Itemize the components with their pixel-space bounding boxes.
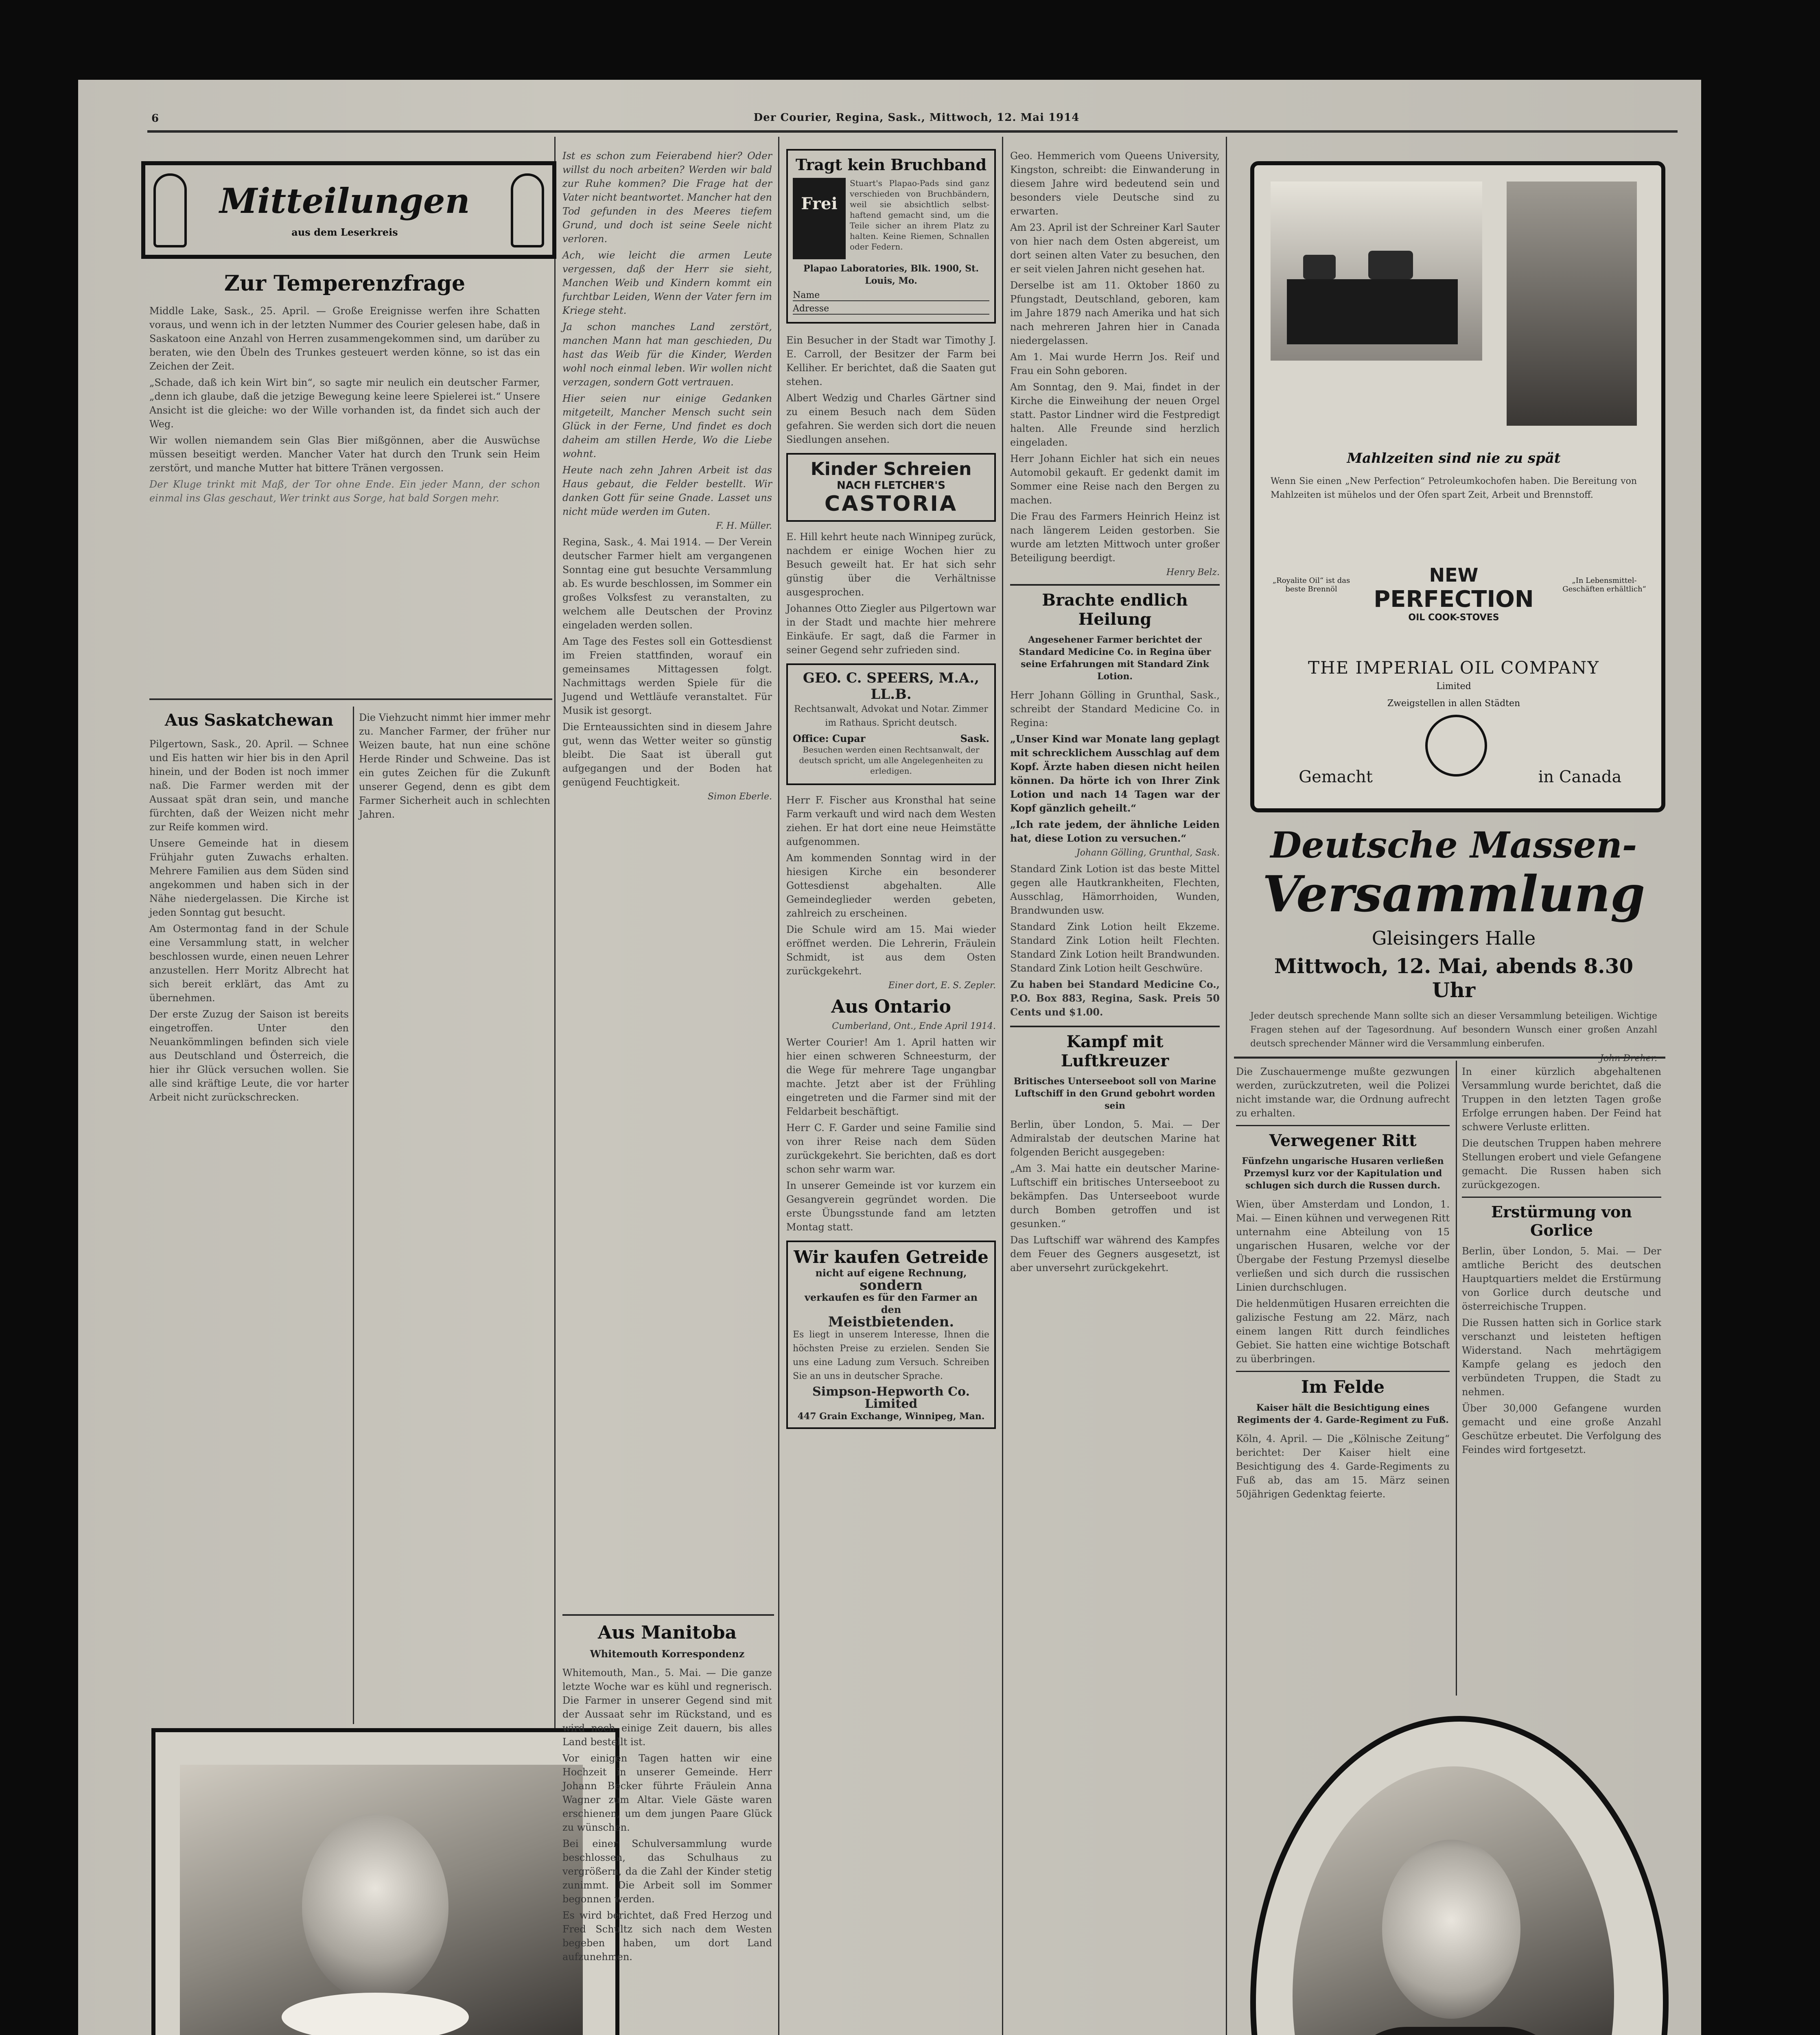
ad-company: THE IMPERIAL OIL COMPANY xyxy=(1308,658,1599,678)
ad-illustration-stove xyxy=(1271,182,1482,361)
article-title: Erstürmung von Gorlice xyxy=(1491,1203,1632,1239)
column-divider xyxy=(778,137,779,2035)
imperial-oil-logo-icon xyxy=(1425,715,1487,777)
masthead: Der Courier, Regina, Sask., Mittwoch, 12. Mai 1914 xyxy=(753,112,1080,124)
column-5a xyxy=(1236,1065,1450,1503)
article-paragraph: Whitemouth, Man., 5. Mai. — Die ganze letzte Woche war es kühl und regnerisch. Die Farmer in unserer Gegend sind mit der Aussaat sehr im Rückstand, und es wird noch einige Zeit dauern, bis alles Land bestellt ist. xyxy=(562,1667,772,1748)
signature: Henry Belz. xyxy=(1166,567,1220,578)
ad-brand-line: PERFECTION xyxy=(1374,586,1534,613)
ad-title: Tragt kein Bruchband xyxy=(795,155,987,174)
article-subtitle: Whitemouth Korrespondenz xyxy=(590,1648,745,1660)
article-paragraph: Das Luftschiff war während des Kampfes dem Feuer des Gegners ausgesetzt, ist aber unversehrt zurückgekehrt. xyxy=(1010,1234,1220,1274)
pot-icon xyxy=(1303,255,1336,279)
ad-text: Rechtsanwalt, Advokat und Notar. Zimmer im Rathaus. Spricht deutsch. xyxy=(794,704,988,728)
article-paragraph: Herr C. F. Garder und seine Familie sind von ihrer Reise nach dem Süden zurückgekehrt. Sie berichten, daß es dort schon sehr warm war. xyxy=(786,1122,996,1175)
section-banner-title: Mitteilungen xyxy=(219,181,470,221)
article-paragraph: Standard Zink Lotion heilt Ekzeme. Standard Zink Lotion heilt Flechten. Standard Zink Lotion heilt Brandwunden. Standard Zink Lotion heilt Geschwüre. xyxy=(1010,921,1220,974)
article-paragraph: „Am 3. Mai hatte ein deutscher Marine-Luftschiff ein britisches Unterseeboot zu bekämpfen. Das Unterseeboot wurde durch Bomben getroffen und ist gesunken.“ xyxy=(1010,1163,1220,1230)
ad-imperial-oil xyxy=(1250,161,1665,812)
ad-line: Meistbietenden. xyxy=(828,1314,954,1330)
portrait-body xyxy=(1341,2027,1569,2035)
article-paragraph: Middle Lake, Sask., 25. April. — Große Ereignisse werfen ihre Schatten voraus, und wenn ich in der letzten Nummer des Courier gelesen habe, daß in Saskatoon eine Anzahl von Herren zusammengekommen sind, um darüber zu beraten, wie den Übeln des Trunkes gesteuert werden könne, so ist das ein Zeichen der Zeit. xyxy=(149,305,540,372)
article-paragraph: Zu haben bei Standard Medicine Co., P.O. Box 883, Regina, Sask. Preis 50 Cents und $1.00. xyxy=(1010,978,1220,1018)
article-paragraph: Am 1. Mai wurde Herrn Jos. Reif und Frau ein Sohn geboren. xyxy=(1010,351,1220,376)
ornament-icon xyxy=(511,173,544,247)
article-paragraph: Am Tage des Festes soll ein Gottesdienst im Freien stattfinden, worauf ein gemeinsames Mittagessen folgt. Nachmittags werden Spiele für die Jugend und Wettläufe veranstaltet. Für Musik ist gesorgt. xyxy=(562,636,772,716)
article-paragraph: Pilgertown, Sask., 20. April. — Schnee und Eis hatten wir hier bis in den April hinein, und der Boden ist noch immer naß. Die Farmer werden mit der Aussaat spät dran sein, und manche fürchten, daß der Weizen nicht mehr zur Reife kommen wird. xyxy=(149,738,349,833)
column-divider xyxy=(1226,137,1227,2035)
ad-line: Kinder Schreien xyxy=(810,459,972,479)
article-manitoba xyxy=(562,1622,772,1966)
article-rule xyxy=(1236,1371,1450,1372)
ad-note-left: „Royalite Oil“ ist das beste Brennöl xyxy=(1272,576,1350,593)
signature: F. H. Müller. xyxy=(716,521,772,531)
ad-company: Simpson-Hepworth Co. Limited xyxy=(812,1385,970,1411)
article-paragraph: „Ich rate jedem, der ähnliche Leiden hat, diese Lotion zu versuchen.“ xyxy=(1010,818,1220,844)
notice-time: Mittwoch, 12. Mai, abends 8.30 Uhr xyxy=(1274,954,1634,1002)
signature: Einer dort, E. S. Zepler. xyxy=(888,980,996,991)
notice-text: Jeder deutsch sprechende Mann sollte sich an dieser Versammlung beteiligen. Wichtige Fragen stehen auf der Tagesordnung. Auf besondern Wunsch einer großen Anzahl deutsch sprechender Männer wird die Versammlung einberufen. xyxy=(1250,1011,1657,1049)
ad-speers xyxy=(786,663,996,785)
article-paragraph: Regina, Sask., 4. Mai 1914. — Der Verein deutscher Farmer hielt am vergangenen Sonntag eine gut besuchte Versammlung ab. Es wurde beschlossen, im Sommer ein großes Volksfest zu veranstalten, zu welchem alle Deutschen der Provinz eingeladen werden sollen. xyxy=(562,536,772,631)
ad-illustration-woman xyxy=(1507,182,1637,426)
article-dateline: Cumberland, Ont., Ende April 1914. xyxy=(832,1021,996,1031)
article-paragraph: Bei einer Schulversammlung wurde beschlossen, das Schulhaus zu vergrößern, da die Zahl der Kinder stetig zunimmt. Die Arbeit soll im Sommer begonnen werden. xyxy=(562,1838,772,1905)
article-verse: Der Kluge trinkt mit Maß, der Tor ohne Ende. Ein jeder Mann, der schon einmal ins Glas geschaut, Wer trinkt aus Sorge, hat bald Sorgen mehr. xyxy=(149,479,540,504)
article-rule xyxy=(1234,1057,1665,1059)
article-paragraph: Am Ostermontag fand in der Schule eine Versammlung statt, in welcher beschlossen wurde, einen neuen Lehrer anzustellen. Herr Moritz Albrecht hat sich bereit erklärt, das Amt zu übernehmen. xyxy=(149,923,349,1004)
article-paragraph: In unserer Gemeinde ist vor kurzem ein Gesangverein gegründet worden. Die erste Übungsstunde fand am letzten Montag statt. xyxy=(786,1180,996,1233)
portrait-head xyxy=(302,1814,448,2001)
article-paragraph: Albert Wedzig und Charles Gärtner sind zu einem Besuch nach dem Süden gefahren. Sie werden sich dort die neuen Siedlungen ansehen. xyxy=(786,392,996,445)
article-paragraph: Derselbe ist am 11. Oktober 1860 zu Pfungstadt, Deutschland, geboren, kam im Jahre 1879 nach Amerika und hat sich nach mehreren Jahren hier in Canada niedergelassen. xyxy=(1010,280,1220,346)
portrait-frame-right xyxy=(1250,1716,1669,2035)
article-saskatchewan xyxy=(149,711,349,1107)
article-paragraph: Wien, über Amsterdam und London, 1. Mai. — Einen kühnen und verwegenen Ritt unternahm eine Abteilung von 15 ungarischen Husaren, welche vor der Übergabe der Festung Przemysl dieselbe verließen und sich durch die russischen Linien durchschlugen. xyxy=(1236,1199,1450,1293)
poem-stanza: Ach, wie leicht die armen Leute vergessen, daß der Herr sie sieht, Manchen Weib und Kindern kommt ein furchtbar Leiden, Wenn der Vater fern im Kriege steht. xyxy=(562,249,772,316)
ad-brand-line: OIL COOK-STOVES xyxy=(1408,613,1499,623)
article-subtitle: Fünfzehn ungarische Husaren verließen Przemysl kurz vor der Kapitulation und schlugen sich durch die Russen durch. xyxy=(1242,1156,1444,1191)
article-paragraph: Herr F. Fischer aus Kronsthal hat seine Farm verkauft und wird nach dem Westen ziehen. Er hat dort eine neue Heimstätte aufgenommen. xyxy=(786,794,996,847)
article-paragraph: Am 23. April ist der Schreiner Karl Sauter von hier nach dem Osten abgereist, um dort seinen alten Vater zu besuchen, den er seit vielen Jahren nicht gesehen hat. xyxy=(1010,222,1220,275)
article-paragraph: Herr Johann Gölling in Grunthal, Sask., schreibt der Standard Medicine Co. in Regina: xyxy=(1010,689,1220,729)
article-title: Kampf mit Luftkreuzer xyxy=(1061,1032,1169,1070)
ad-province: Sask. xyxy=(960,733,989,744)
ad-company-sub: Limited xyxy=(1436,681,1471,691)
article-paragraph: „Unser Kind war Monate lang geplagt mit schrecklichem Ausschlag auf dem Kopf. Ärzte haben diesen nicht heilen können. Da hörte ich von Ihrer Zink Lotion und nach 14 Tagen war der Kopf gänzlich geheilt.“ xyxy=(1010,733,1220,814)
notice-versammlung xyxy=(1250,825,1657,1068)
page-number: 6 xyxy=(151,112,159,125)
ad-form-name: Name xyxy=(793,290,989,301)
stove-icon xyxy=(1287,279,1458,344)
article-paragraph: Die Ernteaussichten sind in diesem Jahre gut, wenn das Wetter weiter so günstig bleibt. Die Saat ist überall gut aufgegangen und der Boden hat genügend Feuchtigkeit. xyxy=(562,721,772,788)
ad-note: Besuchen werden einen Rechtsanwalt, der deutsch spricht, um alle Angelegenheiten zu erledigen. xyxy=(799,745,983,776)
article-title: Aus Saskatchewan xyxy=(164,711,334,730)
article-paragraph: Standard Zink Lotion ist das beste Mittel gegen alle Hautkrankheiten, Flechten, Ausschlag, Hämorrhoiden, Wunden, Brandwunden usw. xyxy=(1010,863,1220,916)
article-subtitle: Kaiser hält die Besichtigung eines Regiments der 4. Garde-Regiment zu Fuß. xyxy=(1237,1403,1449,1425)
article-paragraph: Über 30,000 Gefangene wurden gemacht und eine große Anzahl Geschütze erbeutet. Die Verfolgung des Feindes wird fortgesetzt. xyxy=(1462,1403,1661,1455)
portrait-photo-zeppelin xyxy=(180,1765,583,2035)
column-divider xyxy=(1456,1061,1457,1696)
column-4 xyxy=(1010,149,1220,1277)
article-rule xyxy=(1010,1026,1220,1027)
ad-line: NACH FLETCHER'S xyxy=(837,479,945,492)
ad-footer-left: Gemacht xyxy=(1299,768,1373,786)
article-temperenzfrage xyxy=(149,271,540,508)
newspaper-page xyxy=(78,80,1701,2035)
article-paragraph: Die Viehzucht nimmt hier immer mehr zu. Mancher Farmer, der früher nur Weizen baute, hat nun eine schöne Herde Rinder und Schweine. Das ist ein gutes Zeichen für die Zukunft unserer Gegend, denn es gibt dem Farmer Sicherheit auch in schlechten Jahren. xyxy=(359,712,551,820)
article-paragraph: Die Zuschauermenge mußte gezwungen werden, zurückzutreten, weil die Polizei nicht imstande war, die Ordnung aufrecht zu erhalten. xyxy=(1236,1066,1450,1119)
article-paragraph: Johannes Otto Ziegler aus Pilgertown war in der Stadt und machte hier mehrere Einkäufe. Er sagt, daß die Farmer in seiner Gegend sehr zufrieden sind. xyxy=(786,603,996,656)
article-rule xyxy=(562,1614,774,1616)
column-3 xyxy=(786,149,996,1429)
ad-office: Office: Cupar xyxy=(793,733,866,744)
header-rule xyxy=(147,130,1678,133)
ad-note-right: „In Lebensmittel-Geschäften erhältlich“ xyxy=(1562,576,1646,593)
article-paragraph: Die deutschen Truppen haben mehrere Stellungen erobert und viele Gefangene gemacht. Die Russen haben sich zurückgezogen. xyxy=(1462,1138,1661,1190)
article-title: Aus Ontario xyxy=(831,996,951,1017)
ad-form-address: Adresse xyxy=(793,304,989,315)
column-2 xyxy=(562,149,772,806)
ad-bruchband xyxy=(786,149,996,324)
article-rule xyxy=(1462,1197,1661,1198)
article-paragraph: Geo. Hemmerich vom Queens University, Kingston, schreibt: die Einwanderung in diesem Jahre wird bedeutend sein und besonders viele Deutsche sind zu erwarten. xyxy=(1010,150,1220,217)
ad-address: Plapao Laboratories, Blk. 1900, St. Louis, Mo. xyxy=(803,263,979,286)
ad-title: Wir kaufen Getreide xyxy=(794,1247,989,1267)
poem-stanza: Hier seien nur einige Gedanken mitgeteilt, Mancher Mensch sucht sein Glück in der Ferne, Und findet es doch daheim am stillen Herde, Wo die Liebe wohnt. xyxy=(562,393,772,460)
column-divider xyxy=(353,707,354,1724)
ad-text: Stuart's Plapao-Pads sind ganz verschieden von Bruchbändern, weil sie absichtlich selbst-haftend gemacht sind, um die Teile sicher an ihrem Platz zu halten. Keine Riemen, Schnallen oder Federn. xyxy=(850,178,989,252)
ad-line: verkaufen es für den Farmer an den xyxy=(804,1291,978,1315)
poem-stanza: Ja schon manches Land zerstört, manchen Mann hat man geschieden, Du hast das Weib für die Kinder, Werden wohl noch einmal leben. Wir wollen nicht verzagen, sondern Gott vertrauen. xyxy=(562,321,772,388)
article-paragraph: Ein Besucher in der Stadt war Timothy J. E. Carroll, der Besitzer der Farm bei Kelliher. Er berichtet, daß die Saaten gut stehen. xyxy=(786,335,996,387)
ad-address: 447 Grain Exchange, Winnipeg, Man. xyxy=(797,1411,985,1422)
article-rule xyxy=(1236,1125,1450,1126)
ad-line: sondern xyxy=(860,1277,923,1293)
signature: Simon Eberle. xyxy=(707,792,772,802)
column-divider xyxy=(1002,137,1003,2035)
article-paragraph: E. Hill kehrt heute nach Winnipeg zurück, nachdem er einige Wochen hier zu Besuch geweilt hat. Er hat sich sehr günstig über die Verhältnisse ausgesprochen. xyxy=(786,531,996,598)
ad-brand xyxy=(1360,564,1547,623)
portrait-moustache xyxy=(282,1993,469,2035)
article-paragraph: Die Frau des Farmers Heinrich Heinz ist nach längerem Leiden gestorben. Sie wurde am letzten Mittwoch unter großer Beteiligung beerdigt. xyxy=(1010,511,1220,564)
article-saskatchewan-cont xyxy=(359,711,550,824)
article-paragraph: Die Schule wird am 15. Mai wieder eröffnet werden. Die Lehrerin, Fräulein Schmidt, ist aus dem Osten zurückgekehrt. xyxy=(786,924,996,977)
article-paragraph: Herr Johann Eichler hat sich ein neues Automobil gekauft. Er gedenkt damit im Sommer eine Reise nach den Bergen zu machen. xyxy=(1010,453,1220,506)
article-paragraph: Am kommenden Sonntag wird in der hiesigen Kirche ein besonderer Gottesdienst abgehalten. Alle Gemeindeglieder werden gebeten, zahlreich zu erscheinen. xyxy=(786,852,996,919)
ad-name: GEO. C. SPEERS, M.A., LL.B. xyxy=(803,670,980,702)
ornament-icon xyxy=(153,173,187,247)
article-title: Verwegener Ritt xyxy=(1269,1131,1417,1150)
article-title: Aus Manitoba xyxy=(597,1622,737,1643)
ad-badge: Frei xyxy=(793,178,846,259)
ad-castoria xyxy=(786,453,996,522)
article-paragraph: Berlin, über London, 5. Mai. — Der amtliche Bericht des deutschen Hauptquartiers meldet die Erstürmung von Gorlice durch deutsche und österreichische Truppen. xyxy=(1462,1245,1661,1312)
article-paragraph: Der erste Zuzug der Saison ist bereits eingetroffen. Unter den Neuankömmlingen befinden sich viele aus Deutschland und Österreich, die hier ihr Glück versuchen wollen. Sie alle sind kräftige Leute, die vor harter Arbeit nicht zurückschrecken. xyxy=(149,1009,349,1103)
article-paragraph: Die Russen hatten sich in Gorlice stark verschanzt und leisteten heftigen Widerstand. Nach mehrtägigem Kampfe gelang es jedoch den verbündeten Truppen, die Stadt zu nehmen. xyxy=(1462,1317,1661,1398)
poem-stanza: Heute nach zehn Jahren Arbeit ist das Haus gebaut, die Felder bestellt. Wir danken Gott für seine Gnade. Lasset uns nicht müde werden im Guten. xyxy=(562,464,772,517)
section-banner-subtitle: aus dem Leserkreis xyxy=(291,226,398,238)
article-title: Im Felde xyxy=(1301,1377,1385,1397)
column-5b xyxy=(1462,1065,1661,1459)
ad-getreide xyxy=(786,1241,996,1429)
article-paragraph: Die heldenmütigen Husaren erreichten die galizische Festung am 22. März, nach einem langen Ritt durch feindliches Gebiet. Sie hatten eine wichtige Botschaft zu überbringen. xyxy=(1236,1298,1450,1365)
portrait-head xyxy=(1382,1840,1520,2019)
article-title: Brachte endlich Heilung xyxy=(1042,591,1188,629)
ad-headline: Mahlzeiten sind nie zu spät xyxy=(1347,450,1561,466)
article-paragraph: Unsere Gemeinde hat in diesem Frühjahr guten Zuwachs erhalten. Mehrere Familien aus dem Süden sind angekommen und haben sich in der Nähe niedergelassen. Die Kirche ist jeden Sonntag gut besucht. xyxy=(149,838,349,918)
ad-line: nicht auf eigene Rechnung, xyxy=(815,1267,967,1279)
notice-title-line: Versammlung xyxy=(1262,864,1645,923)
article-subtitle: Britisches Unterseeboot soll von Marine Luftschiff in den Grund gebohrt worden sein xyxy=(1013,1076,1216,1111)
article-paragraph: Wir wollen niemandem sein Glas Bier mißgönnen, aber die Auswüchse müssen beseitigt werden. Mancher Vater hat durch den Trunk sein Heim zerstört, und manche Mutter hat bittere Tränen vergossen. xyxy=(149,435,540,474)
ad-text: Es liegt in unserem Interesse, Ihnen die höchsten Preise zu erzielen. Senden Sie uns eine Ladung zum Versuch. Schreiben Sie an uns in deutscher Sprache. xyxy=(793,1330,989,1381)
notice-place: Gleisingers Halle xyxy=(1372,927,1536,949)
ad-branches: Zweigstellen in allen Städten xyxy=(1387,698,1520,709)
article-paragraph: Es wird berichtet, daß Fred Herzog und Fred Schultz sich nach dem Westen begeben haben, um dort Land aufzunehmen. xyxy=(562,1910,772,1963)
article-paragraph: Werter Courier! Am 1. April hatten wir hier einen schweren Schneesturm, der die Wege für mehrere Tage ungangbar machte. Jetzt aber ist der Frühling eingetreten und die Farmer sind mit der Feldarbeit beschäftigt. xyxy=(786,1037,996,1117)
article-rule xyxy=(149,698,552,700)
ad-line: CASTORIA xyxy=(824,492,958,516)
notice-title-line: Deutsche Massen- xyxy=(1270,824,1637,866)
ad-footer-right: in Canada xyxy=(1538,768,1622,786)
signature: Johann Gölling, Grunthal, Sask. xyxy=(1076,848,1220,858)
article-rule xyxy=(1010,584,1220,586)
article-paragraph: Am Sonntag, den 9. Mai, findet in der Kirche die Einweihung der neuen Orgel statt. Pastor Lindner wird die Festpredigt halten. Alle Freunde sind herzlich eingeladen. xyxy=(1010,381,1220,448)
portrait-photo-koehler xyxy=(1293,1766,1614,2035)
ad-brand-line: NEW xyxy=(1429,564,1479,586)
portrait-frame-left xyxy=(151,1728,619,2035)
article-subtitle: Angesehener Farmer berichtet der Standard Medicine Co. in Regina über seine Erfahrungen mit Standard Zink Lotion. xyxy=(1019,635,1211,682)
pot-icon xyxy=(1368,251,1413,279)
ad-text: Wenn Sie einen „New Perfection“ Petroleumkochofen haben. Die Bereitung von Mahlzeiten ist mühelos und der Ofen spart Zeit, Arbeit und Brennstoff. xyxy=(1271,476,1637,500)
article-paragraph: Berlin, über London, 5. Mai. — Der Admiralstab der deutschen Marine hat folgenden Bericht ausgegeben: xyxy=(1010,1119,1220,1158)
poem-stanza: Ist es schon zum Feierabend hier? Oder willst du noch arbeiten? Werden wir bald zur Ruhe kommen? Die Frage hat der Vater nicht beantwortet. Mancher hat den Tod gefunden in des Meeres tiefem Grund, und doch ist seine Seele nicht verloren. xyxy=(562,150,772,245)
article-paragraph: Vor einigen Tagen hatten wir eine Hochzeit in unserer Gemeinde. Herr Johann Becker führte Fräulein Anna Wagner zum Altar. Viele Gäste waren erschienen, um dem jungen Paare Glück zu wünschen. xyxy=(562,1753,772,1833)
article-paragraph: „Schade, daß ich kein Wirt bin“, so sagte mir neulich ein deutscher Farmer, „denn ich glaube, daß die jetzige Bewegung keine leere Spielerei ist.“ Unsere Ansicht ist die gleiche: wo der Wille vorhanden ist, da findet sich auch der Weg. xyxy=(149,377,540,430)
article-paragraph: In einer kürzlich abgehaltenen Versammlung wurde berichtet, daß die Truppen in den letzten Tagen große Erfolge errungen haben. Der Feind hat schwere Verluste erlitten. xyxy=(1462,1066,1661,1133)
section-banner-box xyxy=(141,161,556,259)
article-title: Zur Temperenzfrage xyxy=(224,271,466,296)
article-paragraph: Köln, 4. April. — Die „Kölnische Zeitung“ berichtet: Der Kaiser hielt eine Besichtigung des 4. Garde-Regiments zu Fuß ab, das am 15. März seinen 50jährigen Gedenktag feierte. xyxy=(1236,1433,1450,1500)
